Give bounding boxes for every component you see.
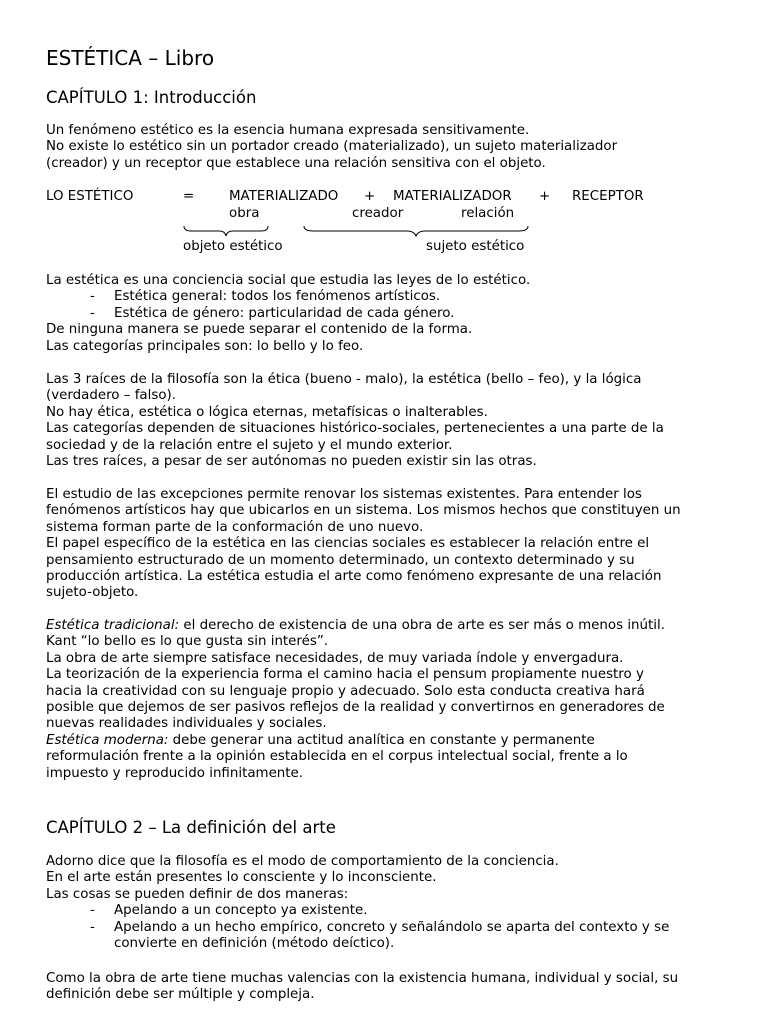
text-line: sujeto-objeto. bbox=[46, 585, 139, 601]
text-line: pensamiento estructurado de un momento determinado, un contexto determinado y su bbox=[46, 552, 635, 568]
text-line: Las cosas se pueden definir de dos maneras: bbox=[46, 886, 349, 902]
formula-term-1: MATERIALIZADO bbox=[229, 189, 339, 204]
formula-term-2: MATERIALIZADOR bbox=[393, 189, 512, 204]
text-line: Kant “lo bello es lo que gusta sin interés”. bbox=[46, 634, 329, 650]
text-line: sociedad y de la relación entre el sujeto y el mundo exterior. bbox=[46, 437, 453, 453]
document-title: ESTÉTICA – Libro bbox=[46, 46, 215, 70]
list-item-continuation: convierte en definición (método deíctico). bbox=[114, 936, 395, 952]
formula-term-3: RECEPTOR bbox=[572, 189, 644, 204]
text-line: fenómenos artísticos hay que ubicarlos en un sistema. Los mismos hechos que constituyen un bbox=[46, 503, 681, 519]
chapter-2-para-1 bbox=[46, 854, 746, 952]
formula-plus-1: + bbox=[364, 189, 376, 204]
chapter-1-para-5 bbox=[46, 618, 746, 782]
formula-sub-2: creador bbox=[352, 206, 404, 221]
chapter-1-para-2 bbox=[46, 273, 746, 355]
formula-plus-2: + bbox=[539, 189, 551, 204]
formula-sub-1: obra bbox=[229, 206, 260, 221]
text-line: hacia la creatividad con su lenguaje propio y adecuado. Solo esta conducta creativa hará bbox=[46, 683, 645, 699]
brace-right bbox=[303, 225, 529, 237]
brace-left bbox=[183, 225, 269, 237]
formula-sub-3: relación bbox=[461, 206, 515, 221]
text-line: posible que dejemos de ser pasivos reflejos de la realidad y convertirnos en generadores de bbox=[46, 700, 665, 716]
text-line: El estudio de las excepciones permite renovar los sistemas existentes. Para entender los bbox=[46, 487, 642, 502]
text-line: Las tres raíces, a pesar de ser autónomas no pueden existir sin las otras. bbox=[46, 454, 537, 470]
text-line: Adorno dice que la filosofía es el modo de comportamiento de la conciencia. bbox=[46, 854, 559, 869]
text-line: Las categorías dependen de situaciones histórico-sociales, pertenecientes a una parte de la bbox=[46, 421, 664, 437]
label-traditional: Estética tradicional: bbox=[46, 618, 180, 633]
text-line: reformulación frente a la opinión establecida en el corpus intelectual social, frente a lo bbox=[46, 749, 628, 765]
text-line: Las 3 raíces de la filosofía son la ética (bueno - malo), la estética (bello – feo), y la lógica bbox=[46, 372, 642, 387]
chapter-1-heading: CAPÍTULO 1: Introducción bbox=[46, 88, 257, 107]
text-line: definición debe ser múltiple y compleja. bbox=[46, 987, 315, 1003]
text-line: producción artística. La estética estudia el arte como fenómeno expresante de una relación bbox=[46, 569, 662, 585]
text-line: En el arte están presentes lo consciente y lo inconsciente. bbox=[46, 870, 437, 886]
list-item: - Estética general: todos los fenómenos artísticos. bbox=[90, 289, 441, 305]
aesthetic-formula bbox=[46, 189, 746, 261]
chapter-1-para-4 bbox=[46, 487, 746, 602]
text-line: La teorización de la experiencia forma el camino hacia el pensum propiamente nuestro y bbox=[46, 667, 644, 683]
formula-bottom-1: objeto estético bbox=[183, 239, 283, 254]
formula-lhs: LO ESTÉTICO bbox=[46, 189, 134, 204]
text-line: El papel específico de la estética en las ciencias sociales es establecer la relación entre el bbox=[46, 536, 650, 552]
text-line: (creador) y un receptor que establece una relación sensitiva con el objeto. bbox=[46, 155, 546, 171]
text-line: Como la obra de arte tiene muchas valencias con la existencia humana, individual y social, su bbox=[46, 971, 679, 986]
formula-equals: = bbox=[183, 189, 195, 204]
text-line: De ninguna manera se puede separar el contenido de la forma. bbox=[46, 322, 473, 338]
formula-bottom-2: sujeto estético bbox=[426, 239, 525, 254]
text-line: No hay ética, estética o lógica eternas, metafísicas o inalterables. bbox=[46, 404, 488, 420]
text-line: (verdadero – falso). bbox=[46, 388, 177, 404]
text-line: impuesto y reproducido infinitamente. bbox=[46, 765, 304, 781]
text-line: La obra de arte siempre satisface necesidades, de muy variada índole y envergadura. bbox=[46, 650, 624, 666]
text-line: No existe lo estético sin un portador creado (materializado), un sujeto materializador bbox=[46, 139, 618, 155]
text-line: La estética es una conciencia social que estudia las leyes de lo estético. bbox=[46, 273, 531, 288]
label-modern: Estética moderna: bbox=[46, 732, 169, 748]
list-item: - Estética de género: particularidad de cada género. bbox=[90, 305, 455, 321]
text-line: Estética tradicional: el derecho de existencia de una obra de arte es ser más o menos inútil. bbox=[46, 618, 665, 633]
text-line: nuevas realidades individuales y sociales. bbox=[46, 716, 327, 732]
chapter-2-heading: CAPÍTULO 2 – La definición del arte bbox=[46, 818, 336, 837]
text-line: sistema forman parte de la conformación de uno nuevo. bbox=[46, 519, 424, 535]
chapter-2-closing bbox=[46, 971, 746, 1004]
list-item: - Apelando a un concepto ya existente. bbox=[90, 903, 368, 919]
text-line: Estética moderna: debe generar una actitud analítica en constante y permanente bbox=[46, 732, 595, 748]
chapter-1-intro bbox=[46, 123, 746, 172]
text-line: Las categorías principales son: lo bello y lo feo. bbox=[46, 338, 364, 354]
list-item: - Apelando a un hecho empírico, concreto y señalándolo se aparta del contexto y se bbox=[90, 919, 670, 935]
chapter-1-para-3 bbox=[46, 372, 746, 470]
text-line: Un fenómeno estético es la esencia humana expresada sensitivamente. bbox=[46, 123, 530, 138]
